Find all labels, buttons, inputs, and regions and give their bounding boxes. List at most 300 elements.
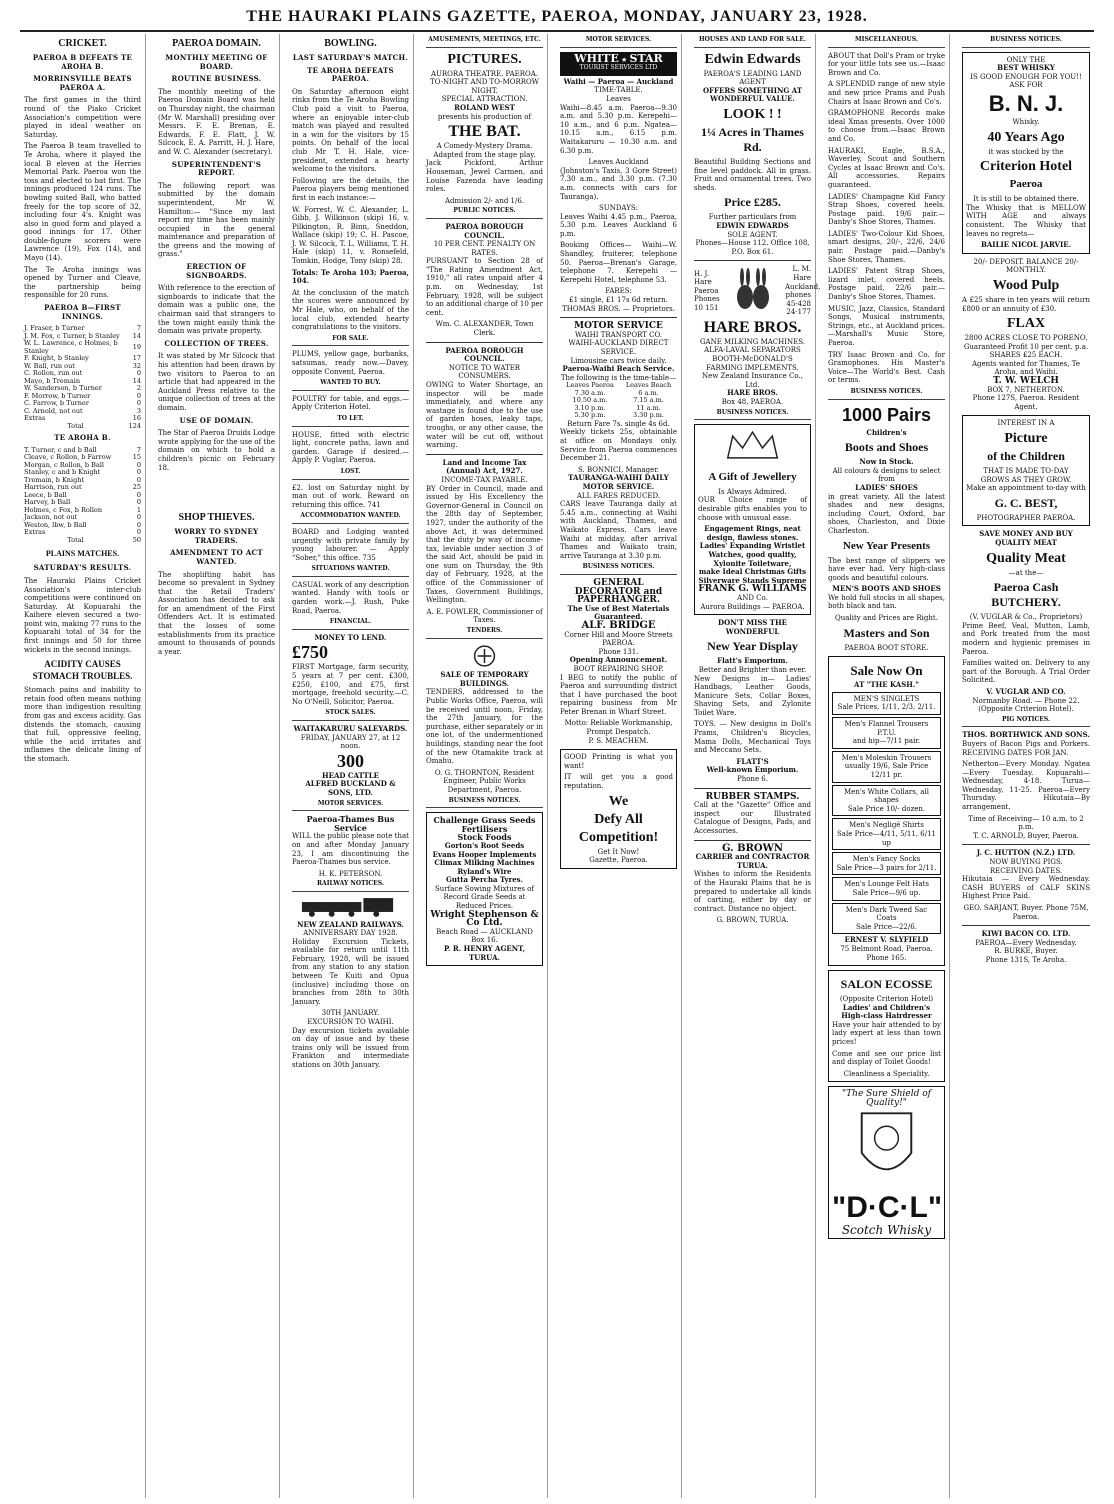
council2-head: PAEROA BOROUGH COUNCIL. [445, 345, 524, 364]
opening: Opening Announcement. [569, 655, 668, 665]
price-item-price: Sale Price—4/11, 5/11, 6/11 up [837, 829, 936, 847]
wright-line8: Gutta Percha Tyres. [445, 875, 524, 885]
dcl-ad [828, 1086, 945, 1238]
ny-display: New Year Display [707, 639, 798, 654]
accom-heading: ACCOMMODATION WANTED. [292, 512, 409, 524]
box: Box 48, PAEROA. [721, 398, 784, 407]
competition: Competition! [578, 829, 659, 845]
aurora: Aurora Buildings — PAEROA. [700, 602, 805, 611]
logo-white: WHITE [574, 51, 619, 65]
crown-icon [698, 428, 807, 464]
runs: 3 [136, 406, 141, 415]
runs: 0 [136, 399, 141, 408]
ny-presents: New Year Presents [842, 539, 931, 552]
bus-sign: H. K. PETERSON. [318, 869, 383, 878]
domain-text2: The following report was submitted by the domain superintendent, Mr W. Hamilton:— "Since my last report my time has been mainly occupied in the general maintenance and preparation of the greens and the mowing of grass." [158, 181, 275, 259]
price-item-name: Men's Negligé Shirts [849, 821, 924, 830]
town-clerk: Wm. C. ALEXANDER, Town Clerk. [435, 320, 534, 338]
beach-text: The following is the time-table— [560, 373, 677, 382]
runs: 0 [136, 528, 141, 537]
divider [560, 317, 677, 318]
acidity-head: ACIDITY CAUSES STOMACH TROUBLES. [32, 659, 133, 682]
divider [962, 844, 1090, 845]
baillie: BAILIE NICOL JARVIE. [980, 240, 1072, 250]
price-item [832, 903, 941, 935]
alf-addr: Corner Hill and Moore Streets PAEROA. [564, 630, 673, 648]
scores-title: PAEROA B—FIRST INNINGS. [44, 303, 121, 321]
agent-name: EDWIN EDWARDS [716, 220, 789, 230]
money-lend: MONEY TO LEND. [314, 632, 387, 642]
presents: presents his production of [437, 112, 532, 121]
wright-agent: P. R. HENRY AGENT, TURUA. [443, 944, 526, 962]
batsman: T. Turner, c and b Ball [24, 445, 97, 454]
edwin-edwards: Edwin Edwards [704, 51, 801, 67]
wright-line6: Climax Milking Machines [434, 858, 535, 868]
childrens: Children's [866, 427, 907, 437]
land-heading: HOUSES AND LAND FOR SALE. [694, 36, 811, 48]
lost-heading: LOST. [292, 468, 409, 480]
tender-text: TENDERS, addressed to the Public Works Office, Paeroa, will be received until noon, Friday, the 27th January, for the purchase, either separately or in one lot, of the undermentioned buildings, standing near the foot of the new Otamakite track at Omahu. [426, 688, 543, 766]
train-icon [292, 896, 409, 918]
business-heading: BUSINESS NOTICES. [828, 388, 945, 400]
pig-heading: PIG NOTICES. [962, 716, 1090, 728]
williams2: AND Co. [737, 593, 768, 602]
slyfield: ERNEST V. SLYFIELD [844, 935, 929, 945]
column-motor [556, 34, 682, 1498]
total2-value: 50 [132, 535, 141, 544]
gen1: GENERAL [593, 577, 644, 588]
still: It is still to be obtained there. [973, 195, 1079, 204]
council-head: PAEROA BOROUGH COUNCIL. [445, 221, 524, 240]
price-item-name: Men's Moleskin Trousers [841, 753, 932, 762]
logo-tourist: TOURIST SERVICES LTD [579, 64, 658, 72]
meachem: P. S. MEACHEM. [588, 736, 649, 745]
meat-text: Prime Beef, Veal, Mutton, Lamb, and Pork treated from the most modern and hygienic premises in Paeroa. [962, 621, 1090, 656]
water-head: NOTICE TO WATER CONSUMERS. [448, 363, 521, 381]
ideal: make Ideal Christmas Gifts [698, 567, 807, 577]
runs: 2 [136, 384, 141, 393]
scotch: Scotch Whisky [841, 1223, 932, 1238]
bat-desc: A Comedy-Mystery Drama. Adapted from the stage play. [433, 142, 536, 159]
bnj-ad [962, 52, 1090, 254]
in-stock: Now in Stock. [859, 457, 914, 467]
beach-time: 3.10 p.m. [574, 403, 606, 412]
booking-offices: Booking Offices— Waihi—W. Shandley, fruiterer, telephone 50. Paeroa—Brenan's Garage, telephone 7. Kerepehi — Kerepehi Hotel, telephone 53. [560, 241, 677, 284]
runs: 0 [136, 468, 141, 477]
gp1: GOOD Printing is what you want! [564, 753, 673, 770]
photog: PHOTOGRAPHER PAEROA. [976, 513, 1076, 522]
ladies-text: in great variety. All the latest shades and new designs, including Court, Oxford, bar shoes, Charleston, and Dixie Charleston. [828, 492, 945, 535]
misc-3: GRAMOPHONE Records make ideal Xmas presents. Over 1000 to choose from.—Isaac Brown and Co. [828, 109, 945, 143]
save-money: SAVE MONEY AND BUY QUALITY MEAT [979, 529, 1073, 547]
agent-sole: SOLE AGENT. [727, 230, 778, 239]
business-heading: BUSINESS NOTICES. [426, 797, 543, 809]
batsman: C. Arnold, not out [24, 406, 83, 415]
shield-icon [832, 1108, 941, 1188]
bat-cast: Jack Pickford, Arthur Houseman, Jewel Carmen, and Louise Fazenda have leading roles. [426, 159, 543, 194]
hutton2: NOW BUYING PIGS. [989, 858, 1063, 867]
hare-icon [728, 267, 778, 315]
water-text: OWING to Water Shortage, an inspector will be made immediately, and where any wastage is found due to the use of garden hoses, leaky taps, troughs, or any other cause, the water will be cut off, without warning. [426, 381, 543, 450]
star-icon: ★ [620, 55, 628, 64]
runs: 17 [132, 354, 141, 363]
dont1: DON'T MISS THE [718, 618, 787, 628]
gen4: The Use of Best Materials Guaranteed. [567, 603, 670, 622]
wright-line9: Surface Sowing Mixtures of Record Grade Seeds at Reduced Prices. [435, 884, 534, 911]
sarjant: GEO. SARJANT, Buyer. Phone 75M, Paeroa. [963, 904, 1089, 921]
column-land [690, 34, 821, 1498]
runs: 0 [136, 369, 141, 378]
we: We [608, 793, 629, 809]
salon6: Cleanliness a Speciality. [843, 1069, 930, 1078]
jewellery-ad [694, 424, 811, 615]
bonnici: S. BONNICI, Manager. [577, 465, 660, 474]
only-the: ONLY THE [1006, 55, 1046, 64]
toys: TOYS. — New designs in Doll's Prams, Children's Bicycles, Mama Dolls, Mechanical Toys and Meccano Sets. [694, 720, 811, 755]
tonight: TO-NIGHT AND TO-MORROW NIGHT. [430, 78, 539, 95]
bowling-text1: On Saturday afternoon eight rinks from the Te Aroha Bowling Club paid a visit to Paeroa, where an enjoyable inter-club match was played and resulted in a win for the visitors by 15 points. On behalf of the local club Mr T. H. Hale, vice-president, extended a hearty welcome to the visitors. [292, 87, 409, 174]
wright-line1: Challenge Grass Seeds [433, 815, 536, 826]
guar: Guaranteed Profit 10 per cent. p.a. [963, 342, 1089, 351]
brown-sign: G. BROWN, TURUA. [716, 916, 789, 925]
look: LOOK ! ! [723, 106, 782, 122]
plums-ad: PLUMS, yellow gage, burbanks, satsumas, ready now.—Davey, opposite Convent, Paeroa. [292, 350, 409, 376]
misc-heading: MISCELLANEOUS. [828, 36, 945, 48]
column-business [958, 34, 1094, 1498]
gift-text: OUR Choice range of desirable gifts enables you to choose with unusual ease. [698, 496, 807, 522]
ask-for: ASK FOR [1009, 81, 1043, 90]
the-bat: THE BAT. [448, 123, 521, 141]
int1: INTEREST IN A [997, 419, 1055, 428]
batsman: Leece, b Ball [24, 490, 67, 499]
best-whisky: BEST WHISKY [997, 63, 1055, 73]
mens-boots: MEN'S BOOTS AND SHOES [832, 584, 941, 594]
logo-star: STAR [629, 51, 663, 65]
price-item-name: Men's White Collars, all shapes [844, 787, 929, 805]
batsman: Weston, lbw, b Ball [24, 520, 87, 529]
shield-text: "The Sure Shield of Quality!" [842, 1089, 931, 1109]
fares-text: £1 single, £1 17s 6d return. [569, 296, 668, 305]
price-item-price: and hip—7/11 pair. [852, 737, 921, 746]
mortgage-text: FIRST Mortgage, farm security, 5 years at 7 per cent. £300, £250, £100, and £75, first mortgage, freehold security.—C. No O'Neill, Solicitor, Paeroa. [292, 663, 409, 706]
misc-4: HAURAKI, Eagle, B.S.A., Waverley, Scout and Southern Cycles at Isaac Brown and Co's. All accessories. Repairs guaranteed. [828, 146, 945, 189]
forsale-heading: FOR SALE. [292, 335, 409, 347]
sale-head: SALE OF TEMPORARY BUILDINGS. [440, 670, 529, 688]
domain-text4: It was stated by Mr Silcock that his attention had been drawn by two visitors to Paeroa to an article that had appeared in the Auckland Press relative to the unique collection of trees at the domain. [158, 352, 275, 412]
ms-head: MOTOR SERVICE [574, 321, 663, 332]
welch2: BOX 7, NETHERTON. [987, 385, 1065, 394]
batsman: F. Morrow, b Turner [24, 391, 91, 400]
divider [694, 788, 811, 789]
divider [962, 925, 1090, 926]
column-misc [824, 34, 950, 1498]
boot-text: I BEG to notify the public of Paeroa and surrounding district that I have purchased the boot repairing business from Mr Peter Brenan in Wharf Street. [560, 673, 677, 716]
hutton4: Hikutaia — Every Wednesday. CASH BUYERS of CALF SKINS Highest Price Paid. [962, 875, 1090, 901]
stocked: it was stocked by the [988, 147, 1064, 156]
domain-sec1: ROUTINE BUSINESS. [171, 74, 262, 84]
shares: SHARES £25 EACH. [989, 351, 1063, 360]
wright-addr: Beach Road — AUCKLAND Box 16. [436, 927, 533, 945]
dcl: "D·C·L" [832, 1191, 943, 1225]
silverware: Silverware Stands Supreme [698, 575, 807, 585]
batsman: Tremain, b Knight [24, 475, 85, 484]
domain-text3: With reference to the erection of signboards to indicate that the domain was a public one, the chairman said that strangers to the town might easily think the domain was private property. [158, 284, 275, 336]
score-row [24, 340, 141, 355]
newdesigns: New Designs in— Ladies' Handbags, Leather Goods, Manicure Sets, Collar Boxes, Shaving Sets, and Zylonite Toilet Ware. [694, 674, 811, 717]
rail-text: Holiday Excursion Tickets, available for return until 11th February, 1928, will be issued from any station to any station between Te Kuiti and Opua (inclusive) including those on branches from 28th to 30th January. [292, 937, 409, 1006]
runs: 7 [136, 445, 141, 454]
theatre-name: AURORA THEATRE, PAEROA. [430, 69, 539, 78]
runs: 1 [136, 505, 141, 514]
sun-text: Leaves Waihi 4.45 p.m., Paeroa, 5.30 p.m. Leaves Auckland 6 p.m. [560, 212, 677, 238]
rail-head: NEW ZEALAND RAILWAYS. [297, 919, 404, 929]
rubber-stamps: RUBBER STAMPS. [705, 791, 800, 802]
cattle-label: HEAD CATTLE [322, 770, 379, 780]
normanby: Normanby Road. — Phone 22. (Opposite Criterion Hotel). [972, 696, 1080, 714]
beach-time: 10.50 a.m. [572, 396, 608, 405]
expanding: Ladies' Expanding Wristlet Watches, good quality, [699, 541, 806, 559]
tax-sign: A. E. FOWLER, Commissioner of Taxes. [426, 607, 543, 625]
rail-sub3: EXCURSION TO WAIHI. [307, 1018, 394, 1027]
return-fare: Return Fare 7s. single 4s 6d. [567, 419, 670, 428]
colours: All colours & designs to select from [832, 466, 941, 484]
price-item [832, 877, 941, 900]
route: Waihi — Paeroa — Auckland [563, 76, 674, 86]
leaves2: Leaves Auckland [588, 158, 649, 167]
cricket-header: CRICKET. [58, 38, 107, 49]
time: Time of Receiving— 10 a.m. to 2 p.m. [968, 814, 1084, 832]
defy: Defy All [594, 811, 643, 827]
price: Price £285. [724, 195, 781, 210]
business-heading: BUSINESS NOTICES. [560, 563, 677, 575]
at-the: —at the— [1008, 568, 1044, 577]
bowling-sub2: TE AROHA DEFEATS PAEROA. [307, 65, 394, 84]
misc-2: A SPLENDID range of new style and new price Prams and Push Chairs at Isaac Brown and Co's. [828, 80, 945, 106]
agent-phones: Phones—House 112. Office 108, P.O. Box 61. [695, 239, 810, 256]
fares: FARES: [605, 287, 632, 296]
hare-right: L. M. Hare Auckland, phones 45-428 24-177 [785, 265, 821, 317]
hutton3: RECEIVING DATES. [989, 866, 1063, 875]
rail-text2: Day excursion tickets available on day of issue and by these trains only will be issued from Frankton and intermediate stations on 30th January. [292, 1026, 409, 1069]
domain-header: PAEROA DOMAIN. [172, 38, 261, 49]
domain-sec3: ERECTION OF SIGNBOARDS. [186, 262, 247, 280]
gen3: PAPERHANGER. [576, 595, 661, 606]
whisky: Whisky. [1012, 117, 1040, 126]
salon: SALON ECOSSE [840, 977, 933, 992]
butchery: Paeroa Cash BUTCHERY. [991, 580, 1061, 610]
batsman: Extras [24, 414, 46, 423]
price-item-name: MEN'S SINGLETS [853, 694, 920, 703]
cricket-para2: The Paeroa B team travelled to Te Aroha, where it played the local B eleven at the Herries Memorial Park. Paeroa won the toss and elected to bat first. The innings produced 124 runs. The bowling suited Ball, who batted freely for the top score of 32, including four 4's. Knight was also in good form and played a good innings for 17. Other double-figure scorers were Lawrence (19), Fox (14), and Mayo (14). [24, 142, 141, 263]
divider [426, 454, 543, 455]
runs: 0 [136, 520, 141, 529]
further: Further particulars from [708, 213, 797, 222]
price-item-price: Sale Price—9/6 up. [852, 888, 921, 897]
divider [694, 260, 811, 261]
burke-phone: Phone 131S, Te Aroha. [985, 955, 1067, 964]
batsman: Extras [24, 528, 46, 537]
wright-line4: Gorton's Root Seeds [444, 840, 525, 850]
scores-table [24, 325, 141, 423]
int5: GROWS AS THEY GROW. [980, 475, 1072, 484]
situations-heading: SITUATIONS WANTED. [292, 565, 409, 577]
runs: 0 [136, 490, 141, 499]
price-item-price: Sale Price—3 pairs for 2/11. [836, 863, 937, 872]
runs: 0 [136, 391, 141, 400]
financial-heading: FINANCIAL. [292, 618, 409, 630]
boot-head: BOOT REPAIRING SHOP. [573, 664, 664, 673]
quality: Quality and Prices are Right. [835, 614, 938, 623]
leading-agent: PAEROA'S LEADING LAND AGENT [703, 69, 802, 87]
bus-head: Paeroa-Thames Bus Service [306, 814, 395, 833]
batsman: W. L. Lawrence, c Holmes, b Stanley [24, 339, 118, 355]
hare-logo: HARE BROS. [703, 318, 802, 336]
domain-text5: The Star of Paeroa Druids Lodge wrote applying for the use of the domain on which to hold a children's picnic on February 18. [158, 429, 275, 472]
penalty: 10 PER CENT. PENALTY ON RATES. [433, 240, 536, 257]
bus-text: WILL the public please note that on and after Monday January 23, I am discontinuing the Paeroa-Thames bus service. [292, 832, 409, 867]
int6: Make an appointment to-day with [966, 484, 1086, 493]
salon4: Have your hair attended to by lady expert at less than town prices! [832, 1020, 941, 1047]
kiwi2: PAEROA—Every Wednesday. [975, 938, 1077, 947]
lost-ad: £2. lost on Saturday night by man out of work. Reward on returning this office. 741 [292, 483, 409, 509]
runs: 16 [132, 414, 141, 423]
batsman: W. Sanderson, b Turner [24, 384, 102, 393]
flatt3: Well-known Emporium. [706, 765, 799, 775]
amusements-heading: AMUSEMENTS, MEETINGS, ETC. [426, 36, 543, 48]
leaves: Leaves [606, 94, 631, 103]
cricket-para3: The Te Aroha innings was opened by Turner and Cleave, the partnership being responsible for 20 runs. [24, 265, 141, 300]
rail-heading: RAILWAY NOTICES. [292, 880, 409, 892]
misc-7: LADIES' Patent Strap Shoes, lizard inlet, covered heels. Postage paid, 22/6 pair.—Danby's Shoe Stores, Thames. [828, 267, 945, 302]
best-name: G. C. BEST, [994, 495, 1058, 510]
misc-1: ABOUT that Doll's Pram or tryke for your little tots see us.—Isaac Brown and Co. [828, 51, 945, 77]
salon3: Ladies' and Children's High-class Hairdresser [841, 1002, 932, 1021]
plains-header: PLAINS MATCHES. [45, 549, 120, 559]
good-enough: IS GOOD ENOUGH FOR YOU!! [970, 72, 1082, 81]
domain-sec5: USE OF DOMAIN. [179, 415, 254, 425]
years-ago: 40 Years Ago [987, 129, 1065, 145]
xylonite: Xylonite Toiletware, [713, 558, 792, 568]
nzins: New Zealand Insurance Co., Ltd. [702, 372, 803, 389]
welch3: Phone 127S, Paeroa. Resident Agent. [972, 394, 1080, 411]
int4: THAT IS MADE TO-DAY [983, 467, 1069, 476]
deposit: 20/- DEPOSIT. BALANCE 20/- MONTHLY. [973, 257, 1079, 275]
beach-time: 6 a.m. [638, 388, 659, 397]
domain-text1: The monthly meeting of the Paeroa Domain Board was held on Thursday night, the chairman (Mr W. Marshall) presiding over Messrs. F. E. Brenan, E. Edwards, F. E. Flatt, J. W. Silcock, E. A. Parritt, H. J. Hare, and W. C. Alexander (secretary). [158, 87, 275, 156]
cricket-headline: PAEROA B DEFEATS TE AROHA B. [32, 53, 133, 71]
slyfield2: 75 Belmont Road, Paeroa. Phone 165. [840, 944, 933, 962]
total-row [24, 423, 141, 431]
batsman: Cleave, c Rollon, b Farrow [24, 453, 112, 462]
runs: 32 [132, 361, 141, 370]
house-ad: HOUSE, fitted with electric light, concrete paths, lawn and garden. Garage if desired.—Apply P. Vuglar, Paeroa. [292, 430, 409, 465]
plains-sub: SATURDAY'S RESULTS. [33, 563, 132, 573]
alf-bridge: ALF. BRIDGE [581, 619, 656, 631]
arnold: T. C. ARNOLD, Buyer, Paeroa. [973, 831, 1079, 840]
beach-time: 5.30 p.m. [574, 411, 606, 420]
timetable: TIME-TABLE. [594, 86, 643, 95]
sale-now-on: Sale Now On [850, 663, 923, 679]
shop-text: The shoplifting habit has become so prevalent in Sydney that the Retail Traders' Association has decided to ask for an amendment of the First Offenders Act. It is estimated that the losses of some establishments from its practice amount to thousands of pounds a year. [158, 570, 275, 656]
rail-sub2: 30TH JANUARY. [321, 1009, 380, 1018]
gift-sub: Is Always Admired. [718, 487, 787, 496]
saleyards-head: WAITAKARURU SALEYARDS. [293, 724, 408, 733]
wright-line2: Fertilisers [461, 823, 508, 834]
batsman: J. M. Fox, c Turner, b Stanley [24, 331, 120, 340]
bnj: B. N. J. [988, 90, 1064, 116]
wright-line7: Ryland's Wire [457, 866, 512, 876]
bowling-text2: Following are the details, the Paeroa players being mentioned first in each instance:— [292, 176, 409, 202]
runs: 7 [136, 324, 141, 333]
flatt-emporium: Flatt's Emporium. [717, 656, 788, 666]
batsman: W. Ball, run out [24, 361, 75, 370]
column-domain [154, 34, 280, 1498]
tauranga-text: CARS leave Tauranga daily at 5.45 a.m., connecting at Waihi with Auckland, Thames, and Waikato Express. Cars leave Waihi at midday, after arrival Thames and Waikato train, arrive Tauranga at 3.30 p.m. [560, 500, 677, 560]
cricket-subline: MORRINSVILLE BEATS PAEROA A. [33, 74, 132, 92]
salon5: Come and see our price list and display of Toilet Goods! [832, 1049, 941, 1067]
beach-time: 7.30 a.m. [574, 388, 606, 397]
board-ad: BOARD and Lodging wanted urgently with private family by young labourer. — Apply "Sober," this office. 735 [292, 527, 409, 562]
beach-time: 7.15 a.m. [633, 396, 664, 405]
gen2: DECORATOR and [574, 586, 663, 597]
price-item [832, 751, 941, 783]
weekly: Weekly tickets 25s, obtainable at office on Mondays only. Service from Paeroa commences December 21. [560, 428, 677, 463]
domain-sec4: COLLECTION OF TREES. [164, 338, 269, 348]
rates-text: PURSUANT to Section 28 of "The Rating Amendment Act, 1910," all rates unpaid after 4 p.m. on Wednesday, 1st February, 1928, will be subject to an additional charge of 10 per cent. [426, 257, 543, 317]
ladies-shoes: LADIES' SHOES [855, 482, 918, 492]
phone6: Phone 6. [737, 775, 768, 784]
times2: (Johnston's Taxis, 3 Gore Street) 7.30 a.m., and 3.30 p.m. (7.30 a.m. connects with cars for Tauranga). [560, 166, 677, 201]
offers: OFFERS SOMETHING AT WONDERFUL VALUE. [702, 85, 803, 104]
runs: 0 [136, 460, 141, 469]
total-value: 124 [128, 421, 141, 430]
pictures-title: PICTURES. [447, 51, 522, 67]
wright-ad [426, 812, 543, 966]
ms-sub: WAIHI TRANSPORT CO. [574, 330, 663, 339]
price-item [832, 692, 941, 715]
runs: 19 [132, 342, 141, 351]
alfa: ALFA-LAVAL SEPARATORS [704, 346, 801, 355]
total2-label: Total [67, 535, 84, 544]
gazette-name: Gazette, Paeroa. [589, 856, 648, 865]
business-heading: BUSINESS NOTICES. [694, 409, 811, 421]
buyers: Buyers of Bacon Pigs and Porkers. RECEIVING DATES FOR JAN. [962, 739, 1090, 757]
admission: Admission 2/- and 1/6. [444, 196, 525, 205]
int2: Picture [1004, 431, 1048, 447]
bowling-sub: LAST SATURDAY'S MATCH. [292, 53, 409, 62]
hare2: HARE BROS. [727, 388, 778, 398]
motor-heading: MOTOR SERVICES. [292, 800, 409, 812]
batsman: Holmes, c Fox, b Rollon [24, 505, 103, 514]
columns [20, 34, 1094, 1498]
gane: GANE MILKING MACHINES. [699, 337, 806, 346]
acres-text: Beautiful Building Sections and fine level paddock. All in grass. Fruit and ornamental trees. Two sheds. [694, 157, 811, 192]
times: Waihi—8.45 a.m. Paeroa—9.30 a.m. and 5.30 p.m. Kerepehi— 10 a.m., and 6 p.m. Ngatea— 10.15 a.m., 6.15 p.m. Waitakaruru — 10.30 a.m. and 6.30 p.m. [560, 103, 677, 155]
beach-time: 3.30 p.m. [632, 411, 664, 420]
runs: 0 [136, 475, 141, 484]
mens-text: We hold full stocks in all shapes, both black and tan. [828, 593, 945, 611]
tax-text: BY Order in Council, made and issued by His Excellency the Governor-General in Council on the 28th day of September, 1927, under the authority of the above Act, it was determined that the duty by way of income-tax, leviable under section 3 of the said Act, should be paid in one sum on Thursday, the 9th day of February, 1928, at the office of the Commissioner of Taxes, Government Buildings, Wellington. [426, 484, 543, 605]
total2-row [24, 537, 141, 545]
beach-row [560, 412, 677, 420]
williams: FRANK G. WILLIAMS [698, 584, 807, 595]
props: THOMAS BROS. — Proprietors. [562, 304, 675, 313]
masters: Masters and Son [843, 625, 930, 640]
price-item [832, 818, 941, 850]
price-item-name: Men's Fancy Socks [852, 855, 921, 864]
price-item-name: Men's Dark Tweed Sac Coats [845, 905, 928, 923]
wright-line3: Stock Foods [457, 832, 512, 843]
